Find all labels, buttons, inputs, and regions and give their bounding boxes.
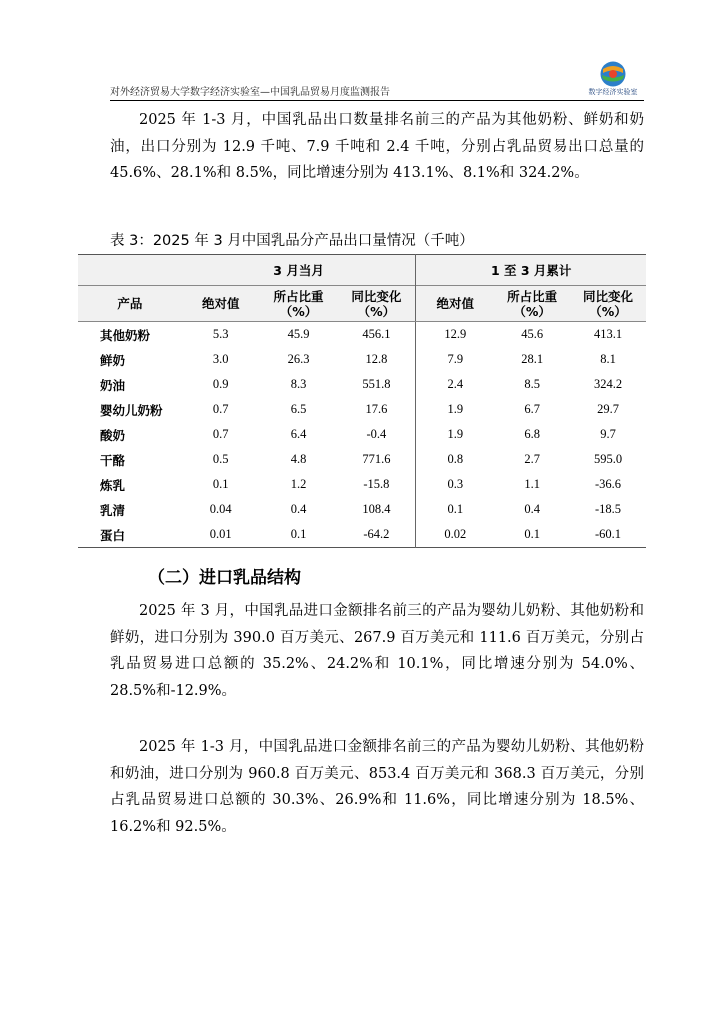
cell-product: 炼乳 [100,477,126,493]
cell-march-share: 1.2 [290,477,307,491]
cell-ytd-abs: 1.9 [447,402,464,416]
table-row [78,322,646,348]
table-caption: 表 3：2025 年 3 月中国乳品分产品出口量情况（千吨） [110,233,474,249]
section-title: （二）进口乳品结构 [148,568,301,588]
col-header-march-share [260,286,338,322]
table-row [78,397,646,422]
cell-march-abs: 0.7 [212,427,229,441]
table-row [78,372,646,397]
col-header-share-line1: 所占比重 [507,288,558,304]
col-header-ytd-abs: 绝对值 [416,286,494,322]
cell-ytd-share: 28.1 [521,352,544,366]
table-row [78,497,646,522]
cell-march-abs: 0.01 [209,527,232,541]
lab-logo [588,60,638,98]
cell-product: 奶油 [100,377,126,393]
cell-march-yoy: 12.8 [337,347,415,372]
cell-march-yoy: 456.1 [337,322,415,348]
cell-march-yoy: 551.8 [337,372,415,397]
export-volume-table [78,254,646,548]
cell-product: 乳清 [100,502,126,518]
cell-ytd-yoy: 324.2 [593,377,623,391]
group-header-ytd: 1 至 3 月累计 [416,255,646,286]
cell-product: 婴幼儿奶粉 [100,402,163,418]
cell-product: 其他奶粉 [100,327,151,343]
cell-ytd-share: 6.7 [524,402,540,416]
cell-march-yoy: -15.8 [337,472,415,497]
cell-march-yoy: -64.2 [337,522,415,548]
cell-march-abs: 5.3 [212,327,229,341]
cell-march-share: 8.3 [290,377,307,391]
cell-ytd-abs: 0.8 [447,452,464,466]
cell-ytd-yoy: 8.1 [600,352,616,366]
cell-ytd-yoy: 29.7 [597,402,619,416]
cell-product: 蛋白 [100,527,126,543]
col-header-ytd-share [494,286,570,322]
col-header-yoy-line2: （%） [589,303,627,319]
cell-product: 鲜奶 [100,352,126,368]
cell-ytd-yoy: -36.6 [595,477,622,491]
logo-text: 数字经济实验室 [588,88,638,96]
col-header-share-line2: （%） [513,303,551,319]
cell-ytd-share: 0.1 [524,527,540,541]
cell-march-share: 0.4 [290,502,307,516]
table-row [78,422,646,447]
table-column-header [78,286,646,322]
cell-ytd-yoy: 9.7 [600,427,616,441]
cell-march-share: 6.4 [290,427,307,441]
table-row [78,472,646,497]
cell-ytd-abs: 0.02 [444,527,467,541]
col-header-march-yoy [337,286,415,322]
table-row [78,347,646,372]
table-group-header [78,255,646,286]
cell-ytd-abs: 12.9 [444,327,467,341]
paragraph-import-ytd: 2025 年 1-3 月，中国乳品进口金额排名前三的产品为婴幼儿奶粉、其他奶粉和奶油，进口分别为 960.8 百万美元、853.4 百万美元和 368.3 百万美元，分别占乳品贸易进口总额的 30.3%、26.9%和 11.6%，同比增速分别为 18.5%、16.2%和 92.5%。 [110,739,644,835]
cell-ytd-share: 2.7 [524,452,540,466]
cell-march-abs: 3.0 [212,352,229,366]
cell-ytd-abs: 0.3 [447,477,464,491]
cell-march-share: 45.9 [287,327,310,341]
cell-product: 酸奶 [100,427,126,443]
cell-march-yoy: 771.6 [337,447,415,472]
col-header-yoy-line1: 同比变化 [351,288,402,304]
cell-march-share: 26.3 [287,352,310,366]
cell-march-yoy: -0.4 [337,422,415,447]
cell-march-abs: 0.9 [212,377,229,391]
cell-ytd-share: 0.4 [524,502,540,516]
cell-ytd-yoy: 413.1 [593,327,623,341]
paragraph-export-summary: 2025 年 1-3 月，中国乳品出口数量排名前三的产品为其他奶粉、鲜奶和奶油，出口分别为 12.9 千吨、7.9 千吨和 2.4 千吨，分别占乳品贸易出口总量的 45.6%、28.1%和 8.5%，同比增速分别为 413.1%、8.1%和 324.2%。 [110,112,644,181]
col-header-product: 产品 [78,286,182,322]
cell-ytd-abs: 7.9 [447,352,464,366]
cell-march-share: 0.1 [290,527,307,541]
cell-march-share: 6.5 [290,402,307,416]
cell-ytd-share: 1.1 [524,477,540,491]
col-header-share-line1: 所占比重 [273,288,324,304]
cell-march-abs: 0.5 [212,452,229,466]
table-row [78,447,646,472]
cell-ytd-yoy: -18.5 [595,502,622,516]
cell-march-yoy: 108.4 [337,497,415,522]
cell-ytd-share: 45.6 [521,327,544,341]
col-header-yoy-line1: 同比变化 [583,288,634,304]
table-row [78,522,646,548]
empty-header-cell [78,255,182,286]
col-header-yoy-line2: （%） [357,303,396,319]
group-header-march: 3 月当月 [182,255,416,286]
cell-march-abs: 0.1 [212,477,229,491]
globe-logo-icon [598,60,628,88]
cell-ytd-share: 8.5 [524,377,540,391]
paragraph-import-march: 2025 年 3 月，中国乳品进口金额排名前三的产品为婴幼儿奶粉、其他奶粉和鲜奶，进口分别为 390.0 百万美元、267.9 百万美元和 111.6 百万美元，分别占乳品贸易进口总额的 35.2%、24.2%和 10.1%，同比增速分别为 54.0%、28.5%和-12.9%。 [110,603,644,699]
col-header-march-abs: 绝对值 [182,286,260,322]
cell-march-yoy: 17.6 [337,397,415,422]
cell-product: 干酪 [100,452,126,468]
cell-ytd-abs: 0.1 [447,502,464,516]
cell-march-abs: 0.04 [209,502,232,516]
cell-ytd-yoy: 595.0 [593,452,623,466]
cell-march-share: 4.8 [290,452,307,466]
col-header-share-line2: （%） [279,303,318,319]
cell-ytd-abs: 2.4 [447,377,464,391]
col-header-ytd-yoy [570,286,646,322]
page-header [110,60,644,101]
cell-march-abs: 0.7 [212,402,229,416]
cell-ytd-share: 6.8 [524,427,540,441]
cell-ytd-abs: 1.9 [447,427,464,441]
header-title: 对外经济贸易大学数字经济实验室—中国乳品贸易月度监测报告 [110,87,390,98]
cell-ytd-yoy: -60.1 [595,527,622,541]
